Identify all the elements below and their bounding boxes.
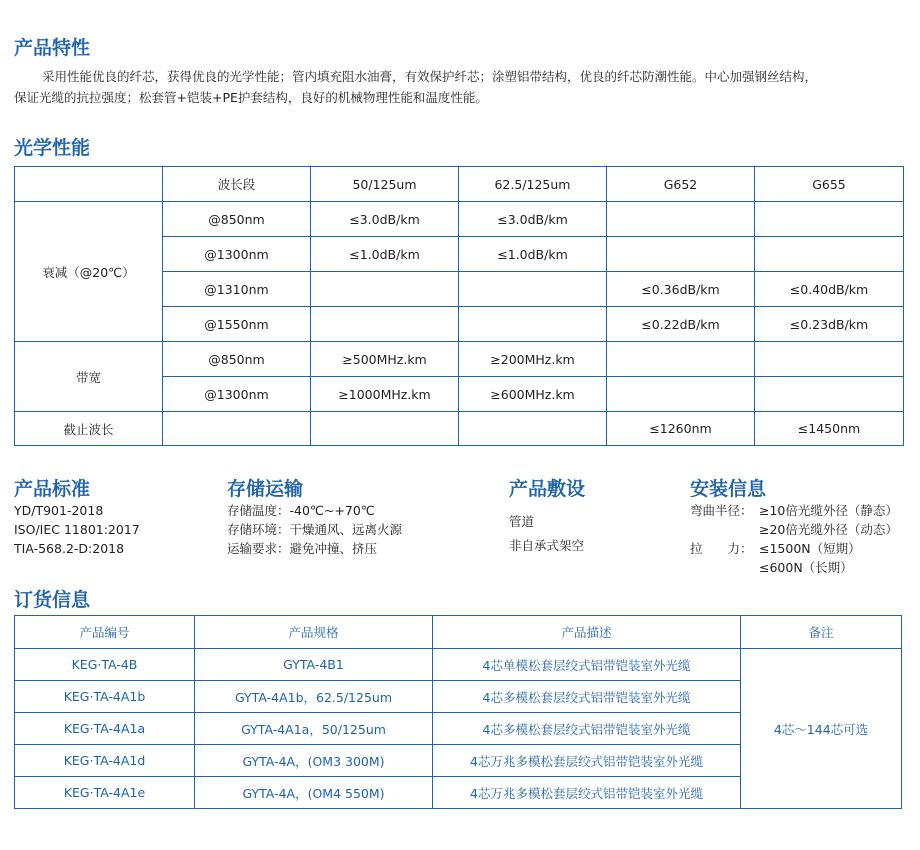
standard-item: ISO/IEC 11801:2017 xyxy=(14,522,140,537)
laying-list xyxy=(509,510,584,558)
ordering-title: 订货信息 xyxy=(14,589,91,611)
tension-value: ≤1500N（短期） xyxy=(759,541,861,556)
storage-item: 存储环境：干燥通风、远离火源 xyxy=(227,522,403,537)
table-cell xyxy=(755,342,904,377)
optical-title: 光学性能 xyxy=(14,137,91,159)
table-cell: @1300nm xyxy=(163,377,311,412)
table-cell: ≥1000MHz.km xyxy=(311,377,459,412)
standards-title: 产品标准 xyxy=(14,478,91,500)
table-cell: ≤0.22dB/km xyxy=(607,307,755,342)
table-row xyxy=(15,412,904,446)
laying-title: 产品敷设 xyxy=(509,478,586,500)
table-row xyxy=(15,342,904,377)
install-info xyxy=(690,501,898,577)
product-spec: GYTA-4A，(OM3 300M) xyxy=(195,745,433,777)
tension-label: 拉 力： xyxy=(690,541,753,556)
optical-header-cell: 50/125um xyxy=(311,167,459,202)
product-spec: GYTA-4A1a，50/125um xyxy=(195,713,433,745)
table-cell xyxy=(607,342,755,377)
optical-performance-table xyxy=(14,166,904,446)
table-cell xyxy=(311,272,459,307)
table-cell: ≤1.0dB/km xyxy=(459,237,607,272)
standard-item: TIA-568.2-D:2018 xyxy=(14,541,125,556)
table-cell: ≥600MHz.km xyxy=(459,377,607,412)
bend-radius-value: ≥20倍光缆外径（动态） xyxy=(759,522,898,537)
table-cell xyxy=(755,237,904,272)
table-cell: ≤1450nm xyxy=(755,412,904,446)
optical-header-cell: 62.5/125um xyxy=(459,167,607,202)
table-cell: ≤3.0dB/km xyxy=(311,202,459,237)
product-spec: GYTA-4A1b，62.5/125um xyxy=(195,681,433,713)
features-title: 产品特性 xyxy=(14,37,91,59)
product-code: KEG·TA-4A1d xyxy=(15,745,195,777)
table-cell: ≥200MHz.km xyxy=(459,342,607,377)
storage-title: 存储运输 xyxy=(227,478,304,500)
table-cell: @1550nm xyxy=(163,307,311,342)
table-cell: ≥500MHz.km xyxy=(311,342,459,377)
table-cell: @1300nm xyxy=(163,237,311,272)
product-code: KEG·TA-4A1e xyxy=(15,777,195,809)
optical-header-cell: 波长段 xyxy=(163,167,311,202)
bend-radius-label: 弯曲半径： xyxy=(690,503,753,518)
features-line-2: 保证光缆的抗拉强度；松套管+铠装+PE护套结构，良好的机械物理性能和温度性能。 xyxy=(14,90,488,105)
table-row xyxy=(15,649,902,681)
table-cell: ≤1.0dB/km xyxy=(311,237,459,272)
table-cell xyxy=(311,412,459,446)
table-cell xyxy=(163,412,311,446)
table-cell xyxy=(311,307,459,342)
product-code: KEG·TA-4A1a xyxy=(15,713,195,745)
table-cell xyxy=(459,412,607,446)
optical-header-cell: G655 xyxy=(755,167,904,202)
table-cell: ≤0.40dB/km xyxy=(755,272,904,307)
ordering-remark: 4芯～144芯可选 xyxy=(741,649,902,809)
ordering-header-cell: 备注 xyxy=(741,616,902,649)
table-cell xyxy=(607,237,755,272)
bend-radius-value: ≥10倍光缆外径（静态） xyxy=(759,503,898,518)
product-spec: GYTA-4B1 xyxy=(195,649,433,681)
table-cell xyxy=(607,202,755,237)
storage-item: 存储温度：-40℃~+70℃ xyxy=(227,503,375,518)
cutoff-label: 截止波长 xyxy=(15,412,163,446)
product-code: KEG·TA-4B xyxy=(15,649,195,681)
ordering-header-cell: 产品规格 xyxy=(195,616,433,649)
table-cell: ≤0.23dB/km xyxy=(755,307,904,342)
laying-item: 管道 xyxy=(509,514,535,529)
table-cell xyxy=(459,272,607,307)
bandwidth-label: 带宽 xyxy=(15,342,163,412)
ordering-table xyxy=(14,615,902,809)
table-cell: @1310nm xyxy=(163,272,311,307)
table-cell: @850nm xyxy=(163,202,311,237)
table-cell xyxy=(607,377,755,412)
features-line-1: 采用性能优良的纤芯，获得优良的光学性能；管内填充阻水油膏，有效保护纤芯；涂塑铝带结构，优良的纤芯防潮性能。中心加强钢丝结构， xyxy=(42,69,818,84)
ordering-header-cell: 产品编号 xyxy=(15,616,195,649)
product-description: 4芯多模松套层绞式铝带铠装室外光缆 xyxy=(433,681,741,713)
attenuation-label: 衰减（@20℃） xyxy=(15,202,163,342)
product-spec: GYTA-4A，(OM4 550M) xyxy=(195,777,433,809)
table-cell: @850nm xyxy=(163,342,311,377)
table-cell: ≤3.0dB/km xyxy=(459,202,607,237)
product-description: 4芯万兆多模松套层绞式铝带铠装室外光缆 xyxy=(433,777,741,809)
product-description: 4芯多模松套层绞式铝带铠装室外光缆 xyxy=(433,713,741,745)
tension-value: ≤600N（长期） xyxy=(759,560,853,575)
standards-list xyxy=(14,501,140,558)
storage-item: 运输要求：避免冲撞、挤压 xyxy=(227,541,378,556)
laying-item: 非自承式架空 xyxy=(509,538,585,553)
optical-header-cell: G652 xyxy=(607,167,755,202)
table-cell: ≤1260nm xyxy=(607,412,755,446)
product-description: 4芯万兆多模松套层绞式铝带铠装室外光缆 xyxy=(433,745,741,777)
table-row xyxy=(15,202,904,237)
table-cell xyxy=(755,377,904,412)
install-title: 安装信息 xyxy=(690,478,767,500)
optical-header-cell xyxy=(15,167,163,202)
features-paragraph xyxy=(14,66,912,108)
table-cell xyxy=(755,202,904,237)
storage-list xyxy=(227,501,402,558)
product-code: KEG·TA-4A1b xyxy=(15,681,195,713)
optical-header-row xyxy=(15,167,904,202)
ordering-header-row xyxy=(15,616,902,649)
product-description: 4芯单模松套层绞式铝带铠装室外光缆 xyxy=(433,649,741,681)
table-cell xyxy=(459,307,607,342)
table-cell: ≤0.36dB/km xyxy=(607,272,755,307)
standard-item: YD/T901-2018 xyxy=(14,503,104,518)
ordering-header-cell: 产品描述 xyxy=(433,616,741,649)
